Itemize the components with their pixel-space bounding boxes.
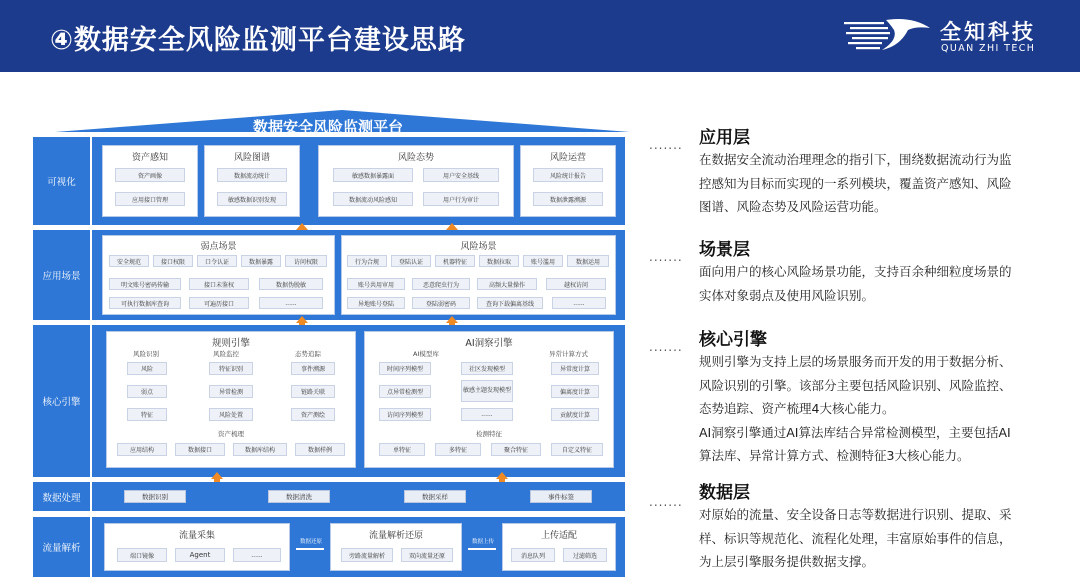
- group-weak-scene: [102, 235, 335, 315]
- flow-item: 旁路流量解析: [341, 548, 393, 562]
- logo-en-text: QUAN ZHI TECH: [941, 43, 1036, 54]
- desc-line: 面向用户的核心风险场景功能，支持百余种细粒度场景的: [699, 264, 1012, 279]
- scene-item: 账号滥用: [523, 255, 563, 267]
- engine-item: 特征: [127, 408, 167, 421]
- dotted-connector: .......: [649, 250, 683, 264]
- scene-item: 查询下载偏离基线: [477, 297, 543, 309]
- flow-item: 双向流量还原: [401, 548, 453, 562]
- engine-item: 资产测绘: [291, 408, 335, 421]
- sub-title: 异常计算方式: [549, 350, 588, 358]
- process-item: 数据清洗: [268, 490, 330, 503]
- layer-engine: [92, 325, 625, 477]
- platform-title: 数据安全风险监测平台: [252, 118, 403, 136]
- sub-title: AI模型库: [413, 350, 439, 358]
- group-title: 风险图谱: [233, 153, 270, 163]
- group-risk-graph: [204, 145, 300, 217]
- engine-item: 特征识别: [209, 362, 253, 375]
- scene-item: 账号共用审用: [347, 278, 405, 290]
- company-logo: [842, 12, 1062, 62]
- engine-item: 单特征: [379, 443, 425, 456]
- group-traffic-collect: [104, 523, 290, 571]
- visual-item: 资产画像: [115, 168, 185, 182]
- scene-item: 行为合规: [347, 255, 387, 267]
- scene-item: 数据伪脱敏: [259, 278, 323, 290]
- right-arrow-icon: [296, 548, 324, 550]
- group-risk-scene: [341, 235, 616, 315]
- visual-item: 敏感数据识别发现: [217, 192, 287, 206]
- scene-item: 可遍历接口: [189, 297, 249, 309]
- group-title: 上传适配: [540, 531, 577, 541]
- scene-item: ......: [552, 297, 606, 309]
- process-item: 数据识别: [124, 490, 186, 503]
- desc-title: 应用层: [699, 128, 750, 148]
- page-title: ④数据安全风险监测平台建设思路: [50, 25, 466, 56]
- layer-process: [92, 482, 625, 511]
- scene-item: 数据暴露: [241, 255, 281, 267]
- desc-line: 实体对象弱点及使用风险识别。: [699, 287, 875, 303]
- engine-item: 数据接口: [175, 443, 225, 456]
- desc-line: 在数据安全流动治理理念的指引下，围绕数据流动行为监: [699, 152, 1012, 167]
- visual-item: 数据流动风险感知: [333, 192, 413, 206]
- group-title: 风险运营: [549, 153, 586, 163]
- sub-title: 检测特征: [476, 430, 502, 438]
- group-title: 弱点场景: [200, 242, 237, 252]
- dotted-connector: .......: [649, 495, 683, 509]
- group-title: 流量解析还原: [368, 531, 423, 541]
- engine-item: 应用结构: [117, 443, 167, 456]
- scene-item: ......: [259, 297, 323, 309]
- sub-title: 风险识别: [133, 350, 159, 358]
- flow-item: ......: [233, 548, 281, 562]
- scene-item: 恶意爬虫行为: [412, 278, 470, 290]
- header-bar: [0, 0, 1080, 72]
- group-title: 资产感知: [131, 153, 168, 163]
- scene-item: 数据拉取: [479, 255, 519, 267]
- process-item: 事件标签: [530, 490, 592, 503]
- layer-label-visual: 可视化: [33, 137, 90, 225]
- engine-item: 事件溯源: [291, 362, 335, 375]
- flow-item: 过滤筛选: [563, 548, 607, 562]
- desc-line: AI洞察引擎通过AI算法库结合异常检测模型，主要包括AI: [699, 424, 1011, 440]
- scene-item: 越权访问: [546, 278, 606, 290]
- group-title: 风险场景: [460, 242, 497, 252]
- layer-label-process: 数据处理: [33, 482, 90, 511]
- engine-item: 弱点: [127, 385, 167, 398]
- visual-item: 用户行为审计: [423, 192, 499, 206]
- group-risk-situation: [318, 145, 514, 217]
- sub-title: 风险监控: [213, 350, 239, 358]
- arrow-label: 数据上传: [471, 539, 494, 545]
- visual-item: 数据流动统计: [217, 168, 287, 182]
- scene-item: 明文账号密码传输: [109, 278, 181, 290]
- engine-item: 异常检测: [209, 385, 253, 398]
- process-item: 数据采样: [404, 490, 466, 503]
- desc-title: 数据层: [699, 483, 750, 503]
- desc-data-layer: [699, 478, 1074, 574]
- desc-line: 风险识别的引擎。该部分主要包括风险识别、风险监控、: [699, 377, 1012, 393]
- group-traffic-parse: [330, 523, 462, 571]
- scene-item: 接口权限: [153, 255, 193, 267]
- scene-item: 接口未鉴权: [189, 278, 249, 290]
- layer-label-flow: 流量解析: [33, 517, 90, 577]
- scene-item: 安全规范: [109, 255, 149, 267]
- dotted-connector: .......: [649, 138, 683, 152]
- group-title: 风险态势: [397, 153, 434, 163]
- scene-item: 高频大量操作: [477, 278, 537, 290]
- desc-line: 态势追踪、资产梳理4大核心能力。: [699, 401, 895, 416]
- engine-item: 访问序列模型: [379, 408, 431, 421]
- engine-item: 风险: [127, 362, 167, 375]
- scene-item: 口令认证: [197, 255, 237, 267]
- engine-item: 风险处置: [209, 408, 253, 421]
- scene-item: 访问权限: [285, 255, 327, 267]
- engine-item: 偏离度计算: [551, 385, 599, 398]
- visual-item: 数据泄露溯源: [533, 192, 603, 206]
- engine-item: 时间序列模型: [379, 362, 431, 375]
- desc-app-layer: [699, 123, 1074, 219]
- desc-line: 算法库、异常计算方式、检测特征3大核心能力。: [699, 448, 970, 463]
- engine-item: 多特征: [435, 443, 481, 456]
- engine-item: 链路关联: [291, 385, 335, 398]
- visual-item: 应用接口管理: [115, 192, 185, 206]
- logo-bird-icon: [842, 16, 932, 52]
- layer-visual: [92, 137, 625, 225]
- engine-item: 数据库结构: [233, 443, 287, 456]
- engine-item: 数据样例: [295, 443, 345, 456]
- flow-item: 消息队列: [511, 548, 555, 562]
- logo-cn-text: 全知科技: [940, 20, 1036, 44]
- dotted-connector: .......: [649, 340, 683, 354]
- flow-item: Agent: [175, 548, 225, 562]
- desc-line: 样、标识等规范化、流程化处理，丰富原始事件的信息，: [699, 530, 1012, 546]
- desc-title: 场景层: [699, 240, 750, 260]
- group-ai-engine: [364, 331, 614, 468]
- visual-item: 风险统计报告: [533, 168, 603, 182]
- engine-item: 贡献度计算: [551, 408, 599, 421]
- right-arrow-icon: [468, 548, 496, 550]
- layer-label-scene: 应用场景: [33, 230, 90, 320]
- scene-item: 数据运用: [567, 255, 609, 267]
- group-risk-operation: [520, 145, 616, 217]
- scene-item: 可执行数据库查询: [109, 297, 181, 309]
- scene-item: 登陆弱密码: [412, 297, 470, 309]
- group-title: AI洞察引擎: [465, 338, 513, 349]
- engine-item: 自定义特征: [551, 443, 603, 456]
- desc-line: 为上层引擎服务提供数据支撑。: [699, 554, 875, 569]
- group-title: 规则引擎: [211, 338, 250, 349]
- engine-item: 异常度计算: [551, 362, 599, 375]
- scene-item: 异地账号登陆: [347, 297, 405, 309]
- scene-item: 机器特征: [435, 255, 475, 267]
- scene-item: 登陆认证: [391, 255, 431, 267]
- group-asset-perception: [102, 145, 198, 217]
- engine-item: 聚合特征: [491, 443, 541, 456]
- layer-flow: [92, 517, 625, 577]
- sub-title: 态势追踪: [295, 350, 321, 358]
- visual-item: 用户安全基线: [423, 168, 499, 182]
- group-title: 流量采集: [178, 531, 215, 541]
- sub-title: 资产梳理: [218, 430, 244, 438]
- desc-line: 对原始的流量、安全设备日志等数据进行识别、提取、采: [699, 507, 1012, 522]
- engine-item: 社区发现模型: [461, 362, 513, 375]
- group-upload-adapt: [502, 523, 616, 571]
- desc-title: 核心引擎: [699, 330, 767, 350]
- desc-line: 图谱、风险态势及风险运营功能。: [699, 199, 887, 214]
- desc-scene-layer: [699, 235, 1074, 307]
- engine-item: 点异常检测型: [379, 385, 431, 398]
- desc-engine-layer: [699, 325, 1074, 468]
- layer-scene: [92, 230, 625, 320]
- visual-item: 敏感数据暴露面: [333, 168, 413, 182]
- group-rule-engine: [106, 331, 356, 468]
- layer-label-engine: 核心引擎: [33, 325, 90, 477]
- flow-item: 端口镜像: [117, 548, 167, 562]
- arrow-label: 数据还原: [299, 539, 322, 545]
- desc-line: 控感知为目标而实现的一系列模块，覆盖资产感知、风险: [699, 175, 1012, 191]
- engine-item: ......: [461, 408, 513, 421]
- engine-item: 敏感主题发现模型: [461, 380, 513, 402]
- desc-line: 规则引擎为支持上层的场景服务而开发的用于数据分析、: [699, 354, 1012, 369]
